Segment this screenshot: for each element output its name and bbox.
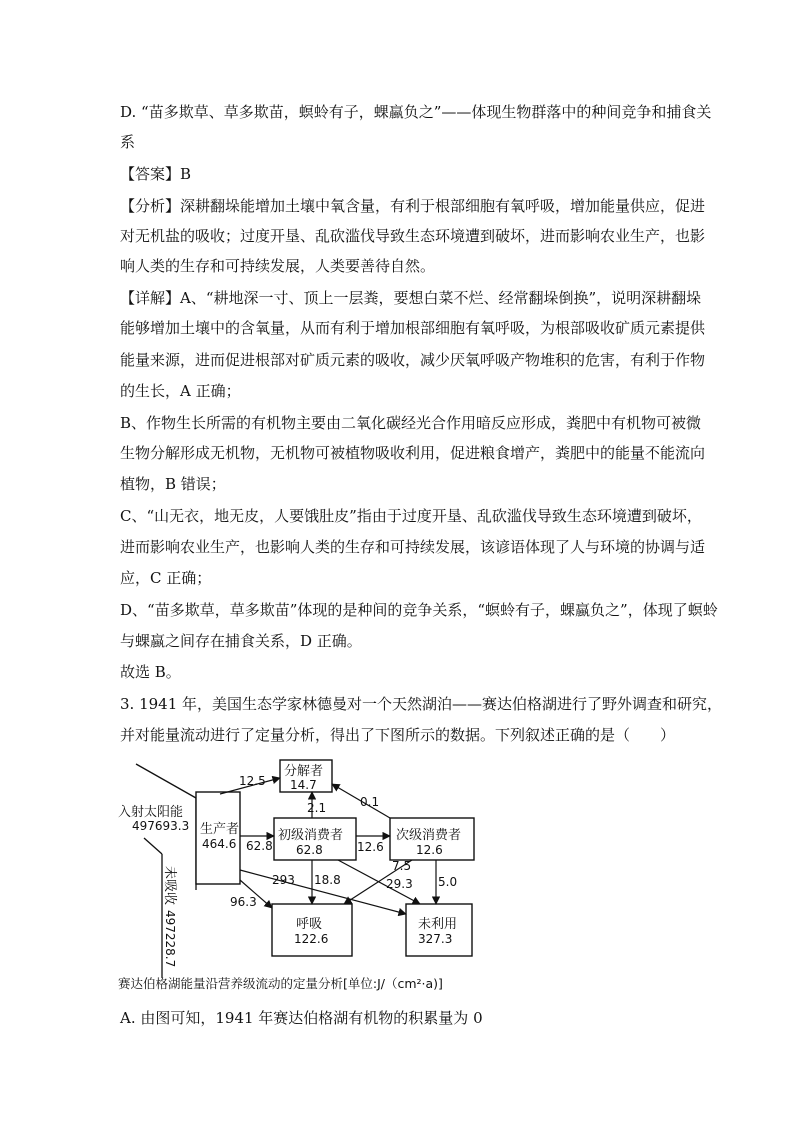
analysis-line: 【分析】深耕翻垛能增加土壤中氧含量，有利于根部细胞有氧呼吸，增加能量供应，促进 <box>120 197 706 215</box>
unused-label: 未利用 <box>418 917 458 932</box>
text-line: 能够增加土壤中的含氧量，从而有利于增加根部细胞有氧呼吸，为根部吸收矿质元素提供 <box>120 319 706 337</box>
sun-value: 497693.3 <box>132 819 190 833</box>
flow-label: 12.5 <box>239 774 266 788</box>
flow-label: 29.3 <box>386 877 413 891</box>
flow-label: 18.8 <box>314 873 341 887</box>
sunlight-line <box>136 764 196 798</box>
text-line: 故选 B。 <box>120 663 181 681</box>
text-line: C、“山无衣，地无皮，人要饿肚皮”指由于过度开垦、乱砍滥伐导致生态环境遭到破坏， <box>120 507 702 525</box>
text-line: 系 <box>120 133 136 151</box>
question-line: 3. 1941 年，美国生态学家林德曼对一个天然湖泊——赛达伯格湖进行了野外调查和研究， <box>120 695 723 713</box>
text-line: D、“苗多欺草，草多欺苗”体现的是种间的竞争关系，“螟蛉有子，蜾蠃负之”，体现了螟蛉 <box>120 601 718 619</box>
flow-label: 7.5 <box>392 859 412 873</box>
flow-label: 0.1 <box>360 795 380 809</box>
text-line: 进而影响农业生产，也影响人类的生存和可持续发展，该谚语体现了人与环境的协调与适 <box>120 538 706 556</box>
flow-label: 2.1 <box>307 801 327 815</box>
producer-label: 生产者 <box>200 822 240 837</box>
figure-caption: 赛达伯格湖能量沿营养级流动的定量分析[单位:J/（cm²·a)] <box>118 976 443 991</box>
unabsorbed-label: 未吸收 <box>162 866 177 906</box>
text-line: 对无机盐的吸收；过度开垦、乱砍滥伐导致生态环境遭到破坏，进而影响农业生产，也影 <box>120 227 706 245</box>
respiration-label: 呼吸 <box>296 917 323 932</box>
energy-flow-svg <box>100 754 500 994</box>
unabsorbed-value: 497228.7 <box>163 910 177 968</box>
respiration-value: 122.6 <box>294 932 329 946</box>
primary-consumer-label: 初级消费者 <box>278 828 344 843</box>
secondary-consumer-value: 12.6 <box>416 843 443 857</box>
text-line: D. “苗多欺草、草多欺苗，螟蛉有子，蜾蠃负之”——体现生物群落中的种间竞争和捕食关 <box>120 103 712 121</box>
flow-label: 62.8 <box>246 839 273 853</box>
text-line: 生物分解形成无机物，无机物可被植物吸收利用，促进粮食增产，粪肥中的能量不能流向 <box>120 444 706 462</box>
producer-value: 464.6 <box>202 837 237 851</box>
flow-label: 12.6 <box>357 840 384 854</box>
text-line: 能量来源，进而促进根部对矿质元素的吸收，减少厌氧呼吸产物堆积的危害，有利于作物 <box>120 351 706 369</box>
text-line: 应，C 正确； <box>120 569 212 587</box>
text-line: 与蜾蠃之间存在捕食关系，D 正确。 <box>120 632 362 650</box>
decomposer-value: 14.7 <box>290 778 317 792</box>
text-line: B、作物生长所需的有机物主要由二氧化碳经光合作用暗反应形成，粪肥中有机物可被微 <box>120 414 702 432</box>
unabsorbed-line <box>144 838 162 854</box>
text-line: 响人类的生存和可持续发展，人类要善待自然。 <box>120 257 436 275</box>
flow-label: 293 <box>272 873 295 887</box>
primary-consumer-value: 62.8 <box>296 843 323 857</box>
energy-flow-diagram <box>100 754 500 994</box>
answer-line: 【答案】B <box>120 165 192 183</box>
decomposer-label: 分解者 <box>284 764 324 779</box>
text-line: 植物，B 错误； <box>120 475 226 493</box>
option-a-line: A. 由图可知，1941 年赛达伯格湖有机物的积累量为 0 <box>120 1009 483 1027</box>
sun-label: 入射太阳能 <box>118 805 184 820</box>
question-line: 并对能量流动进行了定量分析，得出了下图所示的数据。下列叙述正确的是（ ） <box>120 726 676 744</box>
explanation-line: 【详解】A、“耕地深一寸、顶上一层粪，要想白菜不烂、经常翻垛倒换”，说明深耕翻垛 <box>120 289 702 307</box>
unabsorbed-label-group <box>162 866 178 967</box>
flow-label: 5.0 <box>438 875 458 889</box>
secondary-consumer-label: 次级消费者 <box>396 828 462 843</box>
flow-label: 96.3 <box>230 895 257 909</box>
text-line: 的生长，A 正确； <box>120 382 241 400</box>
unused-value: 327.3 <box>418 932 453 946</box>
